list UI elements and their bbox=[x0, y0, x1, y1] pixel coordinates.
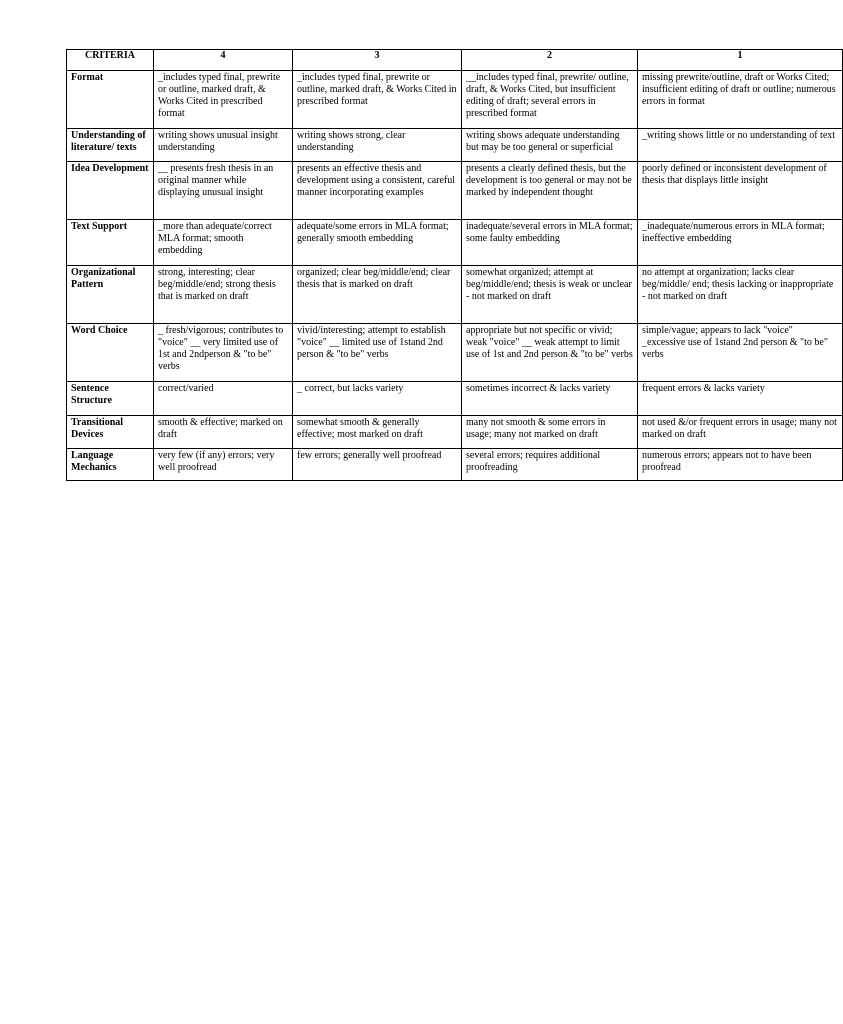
criteria-cell: Language Mechanics bbox=[67, 449, 154, 481]
criteria-cell: Format bbox=[67, 71, 154, 129]
score-4-cell: correct/varied bbox=[154, 382, 293, 416]
table-row bbox=[67, 71, 843, 129]
score-3-cell: organized; clear beg/middle/end; clear thesis that is marked on draft bbox=[293, 266, 462, 324]
table-row bbox=[67, 266, 843, 324]
score-3-cell: _ correct, but lacks variety bbox=[293, 382, 462, 416]
score-2-cell: several errors; requires additional proofreading bbox=[462, 449, 638, 481]
score-3-cell: few errors; generally well proofread bbox=[293, 449, 462, 481]
score-1-cell: missing prewrite/outline, draft or Works Cited; insufficient editing of draft or outline; numerous errors in format bbox=[638, 71, 843, 129]
criteria-cell: Text Support bbox=[67, 220, 154, 266]
header-row bbox=[67, 50, 843, 71]
score-1-cell: poorly defined or inconsistent development of thesis that displays little insight bbox=[638, 162, 843, 220]
score-4-cell: __ presents fresh thesis in an original manner while displaying unusual insight bbox=[154, 162, 293, 220]
score-2-cell: somewhat organized; attempt at beg/middle/end; thesis is weak or unclear - not marked on draft bbox=[462, 266, 638, 324]
header-score-2: 2 bbox=[462, 50, 638, 71]
score-4-cell: _includes typed final, prewrite or outline, marked draft, & Works Cited in prescribed format bbox=[154, 71, 293, 129]
header-criteria: CRITERIA bbox=[67, 50, 154, 71]
score-2-cell: inadequate/several errors in MLA format; some faulty embedding bbox=[462, 220, 638, 266]
table-row bbox=[67, 129, 843, 162]
score-1-cell: not used &/or frequent errors in usage; many not marked on draft bbox=[638, 416, 843, 449]
score-1-cell: no attempt at organization; lacks clear beg/middle/ end; thesis lacking or inappropriate - not marked on draft bbox=[638, 266, 843, 324]
header-score-1: 1 bbox=[638, 50, 843, 71]
score-3-cell: adequate/some errors in MLA format; generally smooth embedding bbox=[293, 220, 462, 266]
score-4-cell: smooth & effective; marked on draft bbox=[154, 416, 293, 449]
criteria-cell: Understanding of literature/ texts bbox=[67, 129, 154, 162]
score-2-cell: many not smooth & some errors in usage; many not marked on draft bbox=[462, 416, 638, 449]
criteria-cell: Organizational Pattern bbox=[67, 266, 154, 324]
header-score-3: 3 bbox=[293, 50, 462, 71]
score-1-cell: _writing shows little or no understanding of text bbox=[638, 129, 843, 162]
score-2-cell: writing shows adequate understanding but may be too general or superficial bbox=[462, 129, 638, 162]
score-4-cell: _more than adequate/correct MLA format; smooth embedding bbox=[154, 220, 293, 266]
criteria-cell: Transitional Devices bbox=[67, 416, 154, 449]
score-3-cell: somewhat smooth & generally effective; most marked on draft bbox=[293, 416, 462, 449]
score-1-cell: _inadequate/numerous errors in MLA format; ineffective embedding bbox=[638, 220, 843, 266]
header-score-4: 4 bbox=[154, 50, 293, 71]
table-row bbox=[67, 162, 843, 220]
score-1-cell: simple/vague; appears to lack "voice" _excessive use of 1stand 2nd person & "to be" verbs bbox=[638, 324, 843, 382]
criteria-cell: Word Choice bbox=[67, 324, 154, 382]
score-4-cell: very few (if any) errors; very well proofread bbox=[154, 449, 293, 481]
score-3-cell: _includes typed final, prewrite or outline, marked draft, & Works Cited in prescribed format bbox=[293, 71, 462, 129]
score-4-cell: strong, interesting; clear beg/middle/end; strong thesis that is marked on draft bbox=[154, 266, 293, 324]
score-3-cell: presents an effective thesis and development using a consistent, careful manner incorporating examples bbox=[293, 162, 462, 220]
score-4-cell: _ fresh/vigorous; contributes to "voice" __ very limited use of 1st and 2ndperson & "to be" verbs bbox=[154, 324, 293, 382]
table-row bbox=[67, 416, 843, 449]
table-row bbox=[67, 449, 843, 481]
table-row bbox=[67, 220, 843, 266]
score-3-cell: vivid/interesting; attempt to establish "voice" __ limited use of 1stand 2nd person & "to be" verbs bbox=[293, 324, 462, 382]
table-row bbox=[67, 324, 843, 382]
score-1-cell: frequent errors & lacks variety bbox=[638, 382, 843, 416]
score-3-cell: writing shows strong, clear understanding bbox=[293, 129, 462, 162]
score-2-cell: __includes typed final, prewrite/ outline, draft, & Works Cited, but insufficient editing of draft; several errors in prescribed format bbox=[462, 71, 638, 129]
criteria-cell: Idea Development bbox=[67, 162, 154, 220]
score-2-cell: appropriate but not specific or vivid; weak "voice" __ weak attempt to limit use of 1st and 2nd person & "to be" verbs bbox=[462, 324, 638, 382]
criteria-cell: Sentence Structure bbox=[67, 382, 154, 416]
score-2-cell: sometimes incorrect & lacks variety bbox=[462, 382, 638, 416]
rubric-table bbox=[66, 49, 843, 481]
score-2-cell: presents a clearly defined thesis, but the development is too general or may not be marked by independent thought bbox=[462, 162, 638, 220]
table-row bbox=[67, 382, 843, 416]
score-1-cell: numerous errors; appears not to have been proofread bbox=[638, 449, 843, 481]
score-4-cell: writing shows unusual insight understanding bbox=[154, 129, 293, 162]
